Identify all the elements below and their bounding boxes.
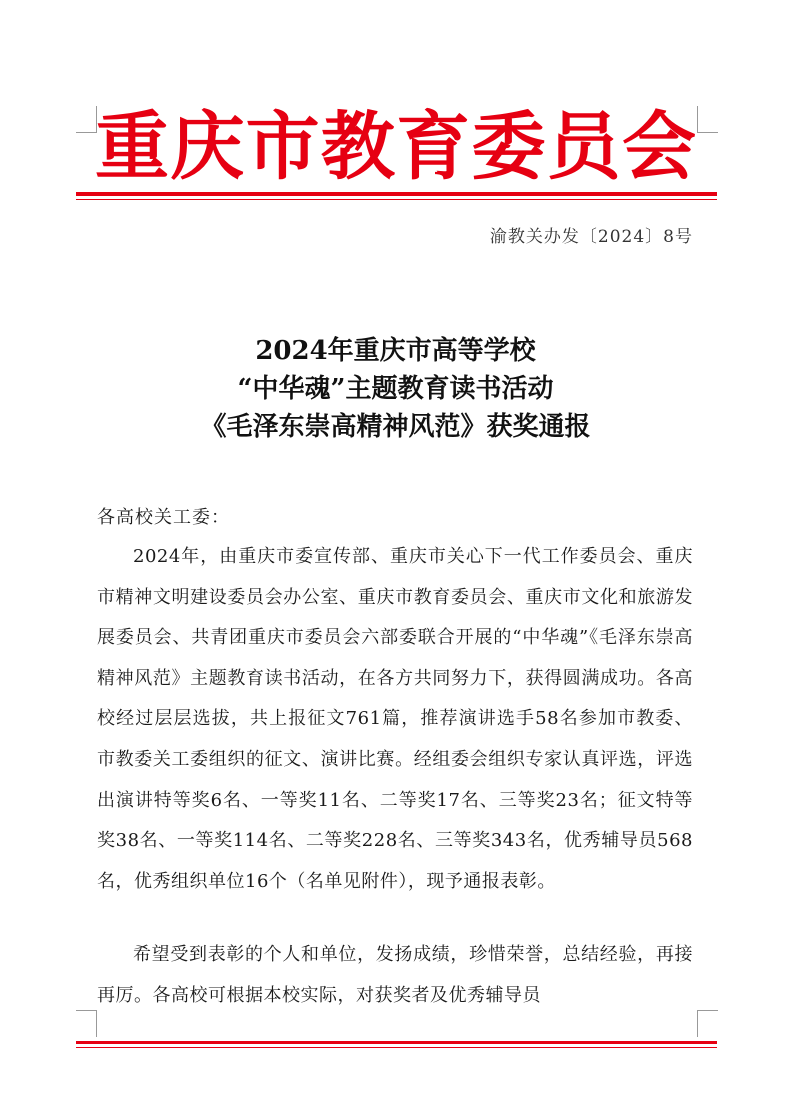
red-separator-footer-thin	[76, 1047, 717, 1048]
issuing-organization-masthead	[95, 106, 696, 188]
red-separator-thin	[76, 199, 717, 200]
crop-mark-top-left	[76, 106, 97, 133]
masthead-char: 重	[95, 104, 169, 190]
masthead-char: 会	[621, 104, 696, 190]
title-line-2: “中华魂”主题教育读书活动	[237, 374, 554, 404]
masthead-char: 委	[471, 104, 546, 190]
document-title	[0, 332, 791, 446]
document-number: 渝教关办发〔2024〕8号	[489, 227, 693, 247]
crop-mark-bottom-right	[697, 1010, 718, 1037]
masthead-char: 市	[245, 104, 320, 190]
red-separator-footer-thick	[76, 1041, 717, 1044]
crop-mark-bottom-left	[76, 1010, 97, 1037]
crop-mark-top-right	[697, 106, 718, 133]
masthead-char: 教	[320, 104, 395, 190]
body-paragraph: 2024年，由重庆市委宣传部、重庆市关心下一代工作委员会、重庆市精神文明建设委员会办公室、重庆市教育委员会、重庆市文化和旅游发展委员会、共青团重庆市委员会六部委联合开展的“中华魂”《毛泽东崇高精神风范》主题教育读书活动，在各方共同努力下，获得圆满成功。各高校经过层层选拔，共上报征文761篇，推荐演讲选手58名参加市教委、市教委关工委组织的征文、演讲比赛。经组委会组织专家认真评选，评选出演讲特等奖6名、一等奖11名、二等奖17名、三等奖23名；征文特等奖38名、一等奖114名、二等奖228名、三等奖343名，优秀辅导员568名，优秀组织单位16个（名单见附件），现予通报表彰。	[97, 546, 693, 892]
red-separator-thick	[76, 192, 717, 196]
addressee: 各高校关工委：	[97, 507, 230, 528]
masthead-char: 庆	[170, 104, 245, 190]
body-paragraph: 希望受到表彰的个人和单位，发扬成绩，珍惜荣誉，总结经验，再接再厉。各高校可根据本校实际，对获奖者及优秀辅导员	[97, 944, 693, 1006]
title-line-1: 2024年重庆市高等学校	[255, 336, 536, 366]
masthead-char: 育	[396, 104, 471, 190]
masthead-char: 员	[546, 104, 621, 190]
title-line-3: 《毛泽东崇高精神风范》获奖通报	[200, 412, 591, 442]
